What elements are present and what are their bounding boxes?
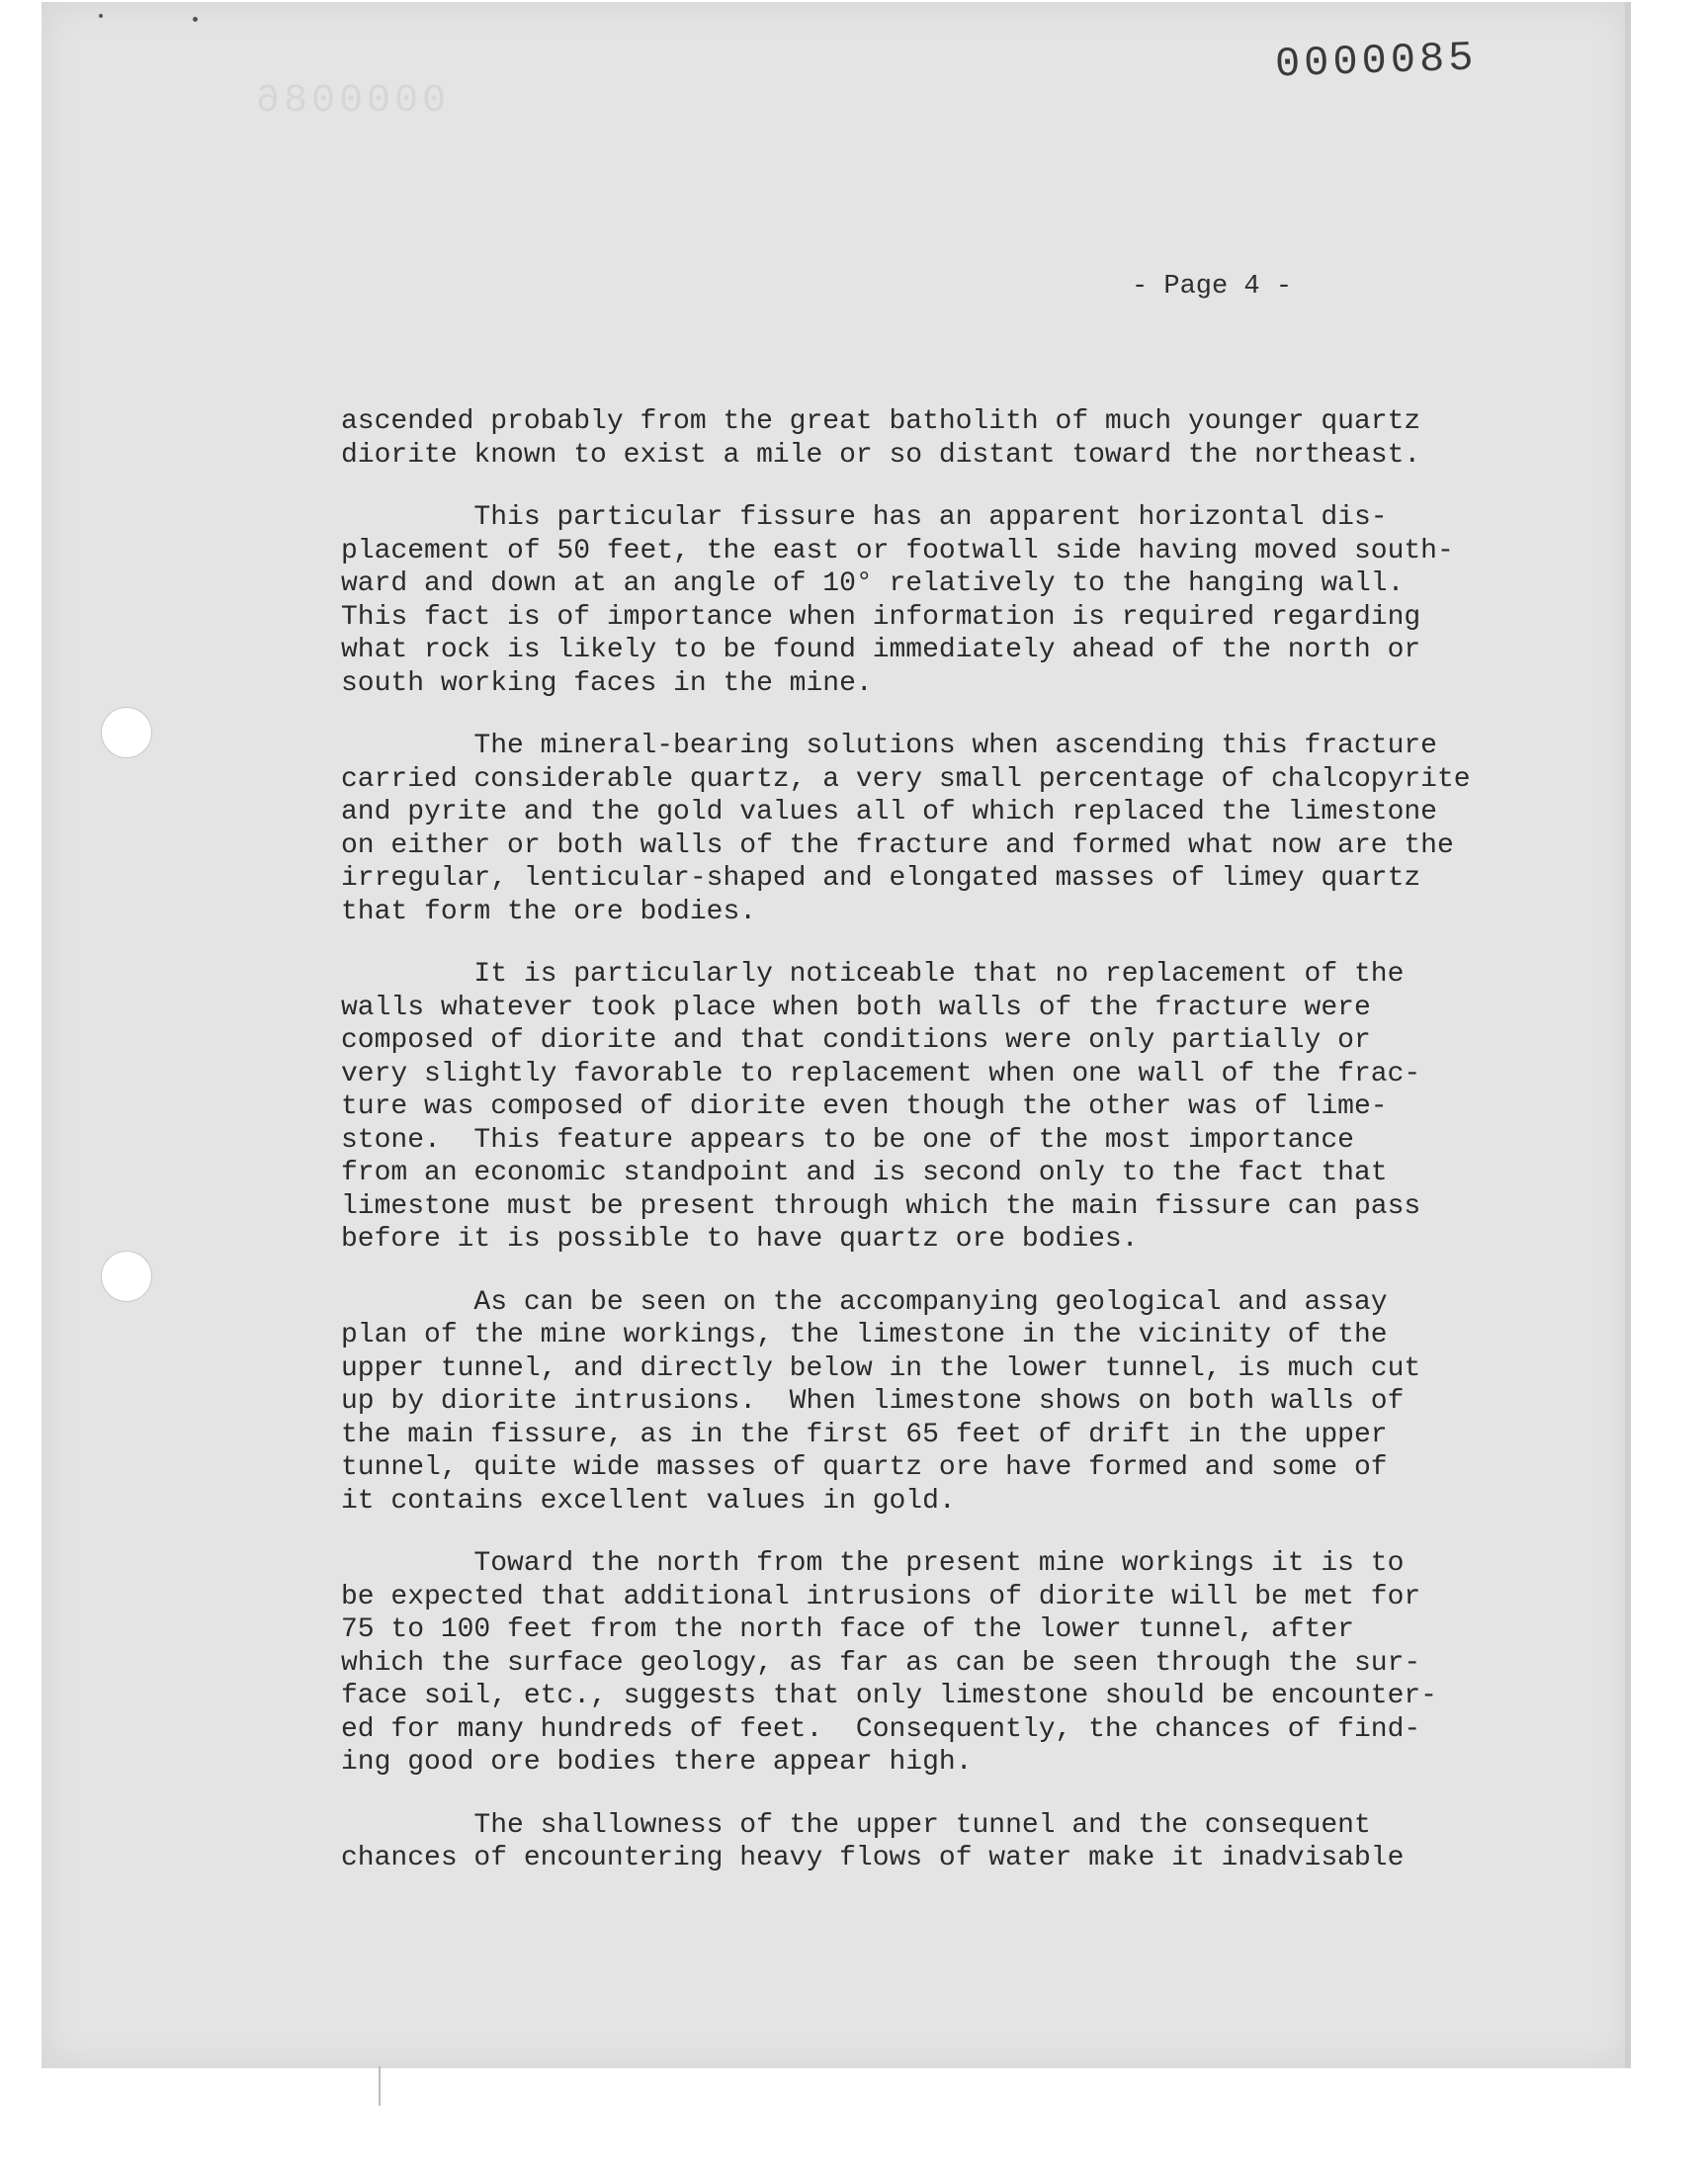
text-line: ing good ore bodies there appear high. [341, 1747, 973, 1778]
paragraph-1 [341, 405, 1478, 472]
text-line: on either or both walls of the fracture and formed what now are the [341, 829, 1454, 861]
text-line: limestone must be present through which the main fissure can pass [341, 1190, 1421, 1222]
text-line: It is particularly noticeable that no replacement of the [341, 959, 1405, 990]
text-line: very slightly favorable to replacement when one wall of the frac- [341, 1058, 1421, 1089]
text-line: chances of encountering heavy flows of water make it inadvisable [341, 1843, 1405, 1873]
paragraph-4 [341, 958, 1478, 1257]
scan-speck [99, 14, 103, 18]
text-line: ture was composed of diorite even though the other was of lime- [341, 1091, 1388, 1122]
text-line: irregular, lenticular-shaped and elongated masses of limey quartz [341, 863, 1421, 894]
text-line: The mineral-bearing solutions when ascending this fracture [341, 731, 1437, 761]
text-line: and pyrite and the gold values all of which replaced the limestone [341, 797, 1437, 827]
text-line: Toward the north from the present mine workings it is to [341, 1548, 1405, 1579]
text-line: before it is possible to have quartz ore bodies. [341, 1224, 1139, 1255]
punch-hole-lower [101, 1251, 152, 1302]
text-line: from an economic standpoint and is second only to the fact that [341, 1158, 1388, 1188]
text-line: ascended probably from the great batholith of much younger quartz [341, 406, 1421, 437]
text-line: south working faces in the mine. [341, 667, 873, 699]
text-line: it contains excellent values in gold. [341, 1485, 956, 1517]
text-line: 75 to 100 feet from the north face of the lower tunnel, after [341, 1614, 1354, 1645]
page-number: - Page 4 - [1132, 272, 1293, 302]
text-line: up by diorite intrusions. When limestone shows on both walls of [341, 1386, 1405, 1417]
text-line: tunnel, quite wide masses of quartz ore have formed and some of [341, 1452, 1388, 1483]
document-number-stamp: 0000085 [1274, 34, 1479, 89]
paragraph-5 [341, 1286, 1478, 1519]
text-line: what rock is likely to be found immediately ahead of the north or [341, 635, 1421, 665]
paragraph-3 [341, 730, 1478, 928]
text-line: plan of the mine workings, the limestone in the vicinity of the [341, 1320, 1388, 1350]
scan-speck [193, 17, 198, 22]
text-line: The shallowness of the upper tunnel and the consequent [341, 1809, 1371, 1841]
text-line: This fact is of importance when information is required regarding [341, 601, 1421, 633]
text-line: ed for many hundreds of feet. Consequently, the chances of find- [341, 1713, 1421, 1745]
text-line: ward and down at an angle of 10° relatively to the hanging wall. [341, 568, 1405, 599]
text-line: placement of 50 feet, the east or footwall side having moved south- [341, 535, 1454, 566]
text-line: diorite known to exist a mile or so distant toward the northeast. [341, 439, 1421, 471]
text-line: carried considerable quartz, a very small percentage of chalcopyrite [341, 763, 1471, 795]
punch-hole-upper [101, 707, 152, 758]
text-line: face soil, etc., suggests that only limestone should be encounter- [341, 1681, 1437, 1711]
page-edge-shadow [1625, 2, 1631, 2068]
text-line: This particular fissure has an apparent horizontal dis- [341, 502, 1388, 533]
text-line: that form the ore bodies. [341, 896, 757, 927]
body-text [341, 405, 1478, 1905]
paragraph-7 [341, 1809, 1478, 1875]
scan-edge-mark [379, 2066, 381, 2106]
bleed-through-number: 0000086 [252, 79, 447, 124]
paragraph-2 [341, 501, 1478, 700]
scan-bottom-margin [0, 2068, 1708, 2175]
paragraph-6 [341, 1547, 1478, 1780]
text-line: stone. This feature appears to be one of the most importance [341, 1124, 1354, 1156]
text-line: As can be seen on the accompanying geological and assay [341, 1286, 1388, 1318]
text-line: the main fissure, as in the first 65 feet of drift in the upper [341, 1419, 1388, 1450]
text-line: upper tunnel, and directly below in the lower tunnel, is much cut [341, 1352, 1421, 1384]
text-line: be expected that additional intrusions of diorite will be met for [341, 1581, 1421, 1612]
text-line: walls whatever took place when both walls of the fracture were [341, 992, 1371, 1023]
text-line: which the surface geology, as far as can be seen through the sur- [341, 1647, 1421, 1679]
text-line: composed of diorite and that conditions were only partially or [341, 1025, 1371, 1056]
